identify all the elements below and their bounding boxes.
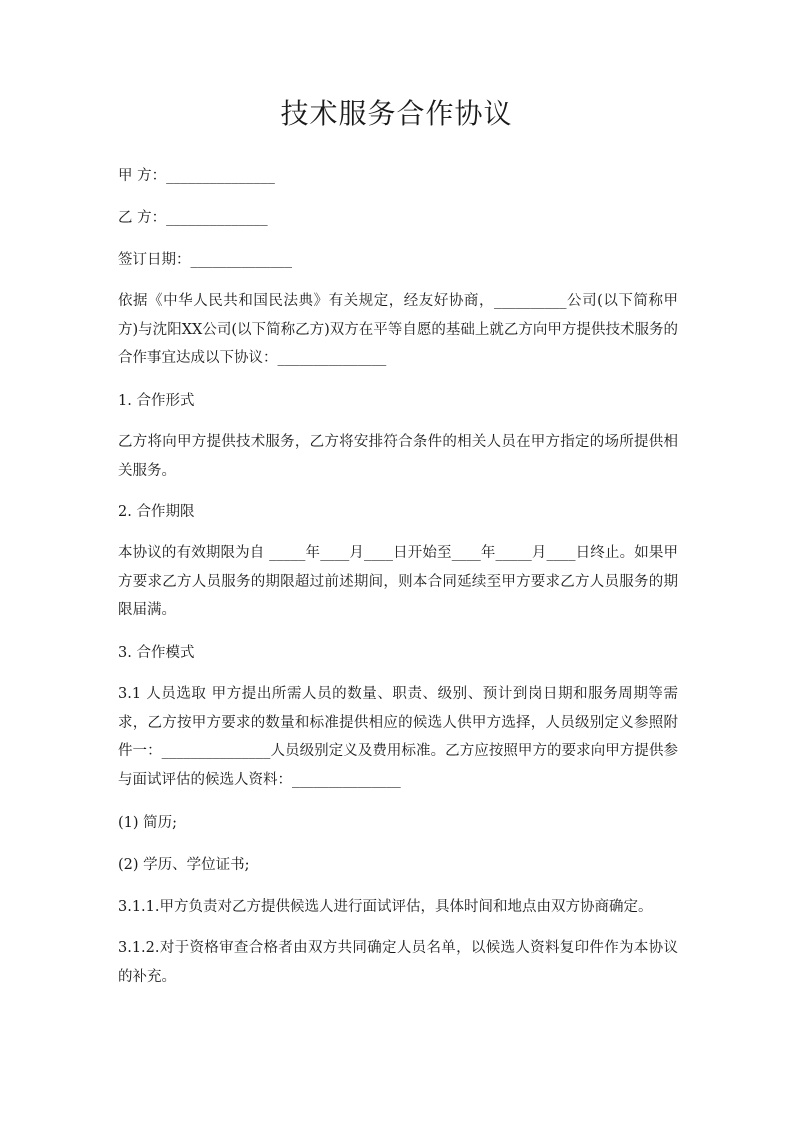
sign-date-line: 签订日期：______________ — [118, 252, 292, 268]
section-1-body: 乙方将向甲方提供技术服务，乙方将安排符合条件的相关人员在甲方指定的场所提供相关服务。 — [118, 434, 678, 479]
party-b-line: 乙 方：______________ — [118, 210, 268, 226]
section-2-body: 本协议的有效期限为自 _____年____月____日开始至____年_____月____日终止。如果甲方要求乙方人员服务的期限超过前述期间，则本合同延续至甲方要求乙方人员服务的期限届满。 — [118, 545, 678, 618]
list-item-diploma: (2) 学历、学位证书; — [118, 857, 250, 873]
section-3-heading: 3. 合作模式 — [118, 645, 195, 661]
intro-paragraph: 依据《中华人民共和国民法典》有关规定，经友好协商，__________公司(以下简称甲方)与沈阳XX公司(以下简称乙方)双方在平等自愿的基础上就乙方向甲方提供技术服务的合作事宜达成以下协议：_______________ — [118, 293, 678, 366]
clause-3-1-2: 3.1.2.对于资格审查合格者由双方共同确定人员名单，以候选人资料复印件作为本协议的补充。 — [118, 940, 678, 985]
list-item-resume: (1) 简历; — [118, 815, 178, 831]
party-a-line: 甲 方：_______________ — [118, 168, 275, 184]
clause-3-1-1: 3.1.1.甲方负责对乙方提供候选人进行面试评估，具体时间和地点由双方协商确定。 — [118, 899, 653, 915]
section-3-1-body: 3.1 人员选取 甲方提出所需人员的数量、职责、级别、预计到岗日期和服务周期等需求，乙方按甲方要求的数量和标准提供相应的候选人供甲方选择，人员级别定义参照附件一：_______________人员级别定义及费用标准。乙方应按照甲方的要求向甲方提供参与面试评估的候选人资料：_______________ — [118, 686, 678, 788]
document-title: 技术服务合作协议 — [280, 97, 513, 130]
section-1-heading: 1. 合作形式 — [118, 393, 195, 409]
section-2-heading: 2. 合作期限 — [118, 504, 195, 520]
